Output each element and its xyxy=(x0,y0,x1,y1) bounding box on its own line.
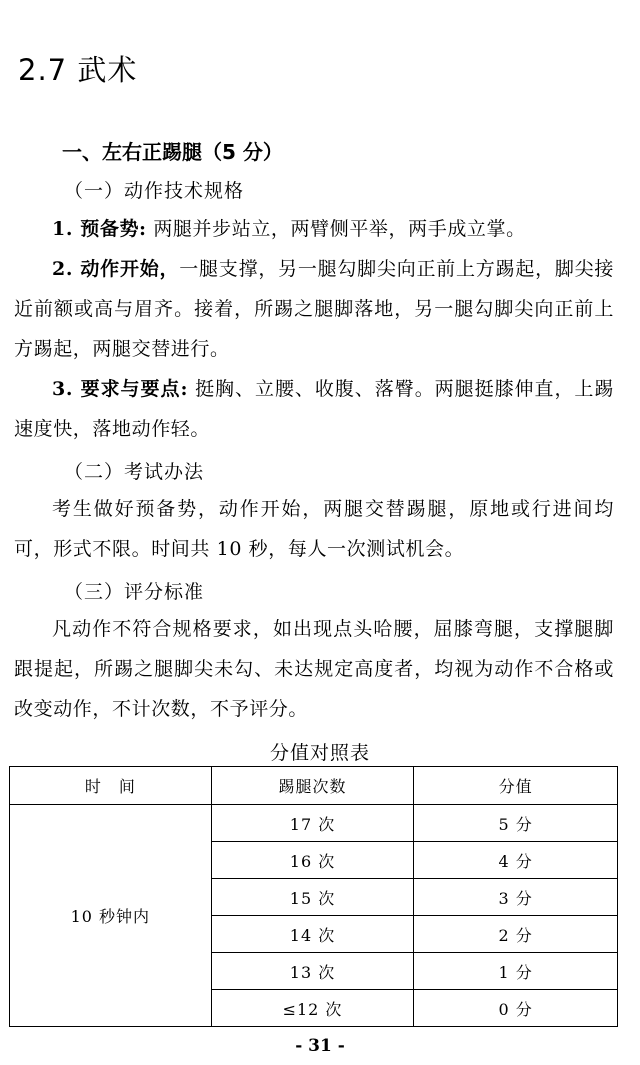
score-cell: 2 分 xyxy=(414,916,618,953)
count-cell: 16 次 xyxy=(211,842,414,879)
score-cell: 3 分 xyxy=(414,879,618,916)
count-cell: 14 次 xyxy=(211,916,414,953)
item1-text: 两腿并步站立，两臂侧平举，两手成立掌。 xyxy=(153,218,526,240)
score-cell: 0 分 xyxy=(414,990,618,1027)
item3-label: 3. 要求与要点: xyxy=(52,378,189,400)
count-cell: 15 次 xyxy=(211,879,414,916)
table-caption: 分值对照表 xyxy=(269,742,370,764)
page-title: 2.7 武术 xyxy=(18,53,138,87)
subheading-method: （二）考试办法 xyxy=(64,461,205,483)
page-number: - 31 - xyxy=(295,1036,345,1056)
count-cell: 17 次 xyxy=(211,805,414,842)
count-cell: ≤12 次 xyxy=(211,990,414,1027)
item2-label: 2. 动作开始， xyxy=(52,258,180,280)
table-row xyxy=(10,805,618,842)
paragraph-item3 xyxy=(14,369,614,449)
paragraph-method: 考生做好预备势，动作开始，两腿交替踢腿，原地或行进间均可，形式不限。时间共 10 秒，每人一次测试机会。 xyxy=(14,498,614,560)
item3-text: 挺胸、立腰、收腹、落臀。两腿挺膝伸直，上踢速度快，落地动作轻。 xyxy=(14,378,614,440)
paragraph-item2 xyxy=(14,249,614,369)
header-score: 分值 xyxy=(414,767,618,805)
subheading-technique: （一）动作技术规格 xyxy=(64,180,245,202)
table-header-row xyxy=(10,767,618,805)
item1-label: 1. 预备势: xyxy=(52,218,147,240)
score-cell: 1 分 xyxy=(414,953,618,990)
subheading-scoring: （三）评分标准 xyxy=(64,581,205,603)
item2-text: 一腿支撑，另一腿勾脚尖向正前上方踢起，脚尖接近前额或高与眉齐。接着，所踢之腿脚落地，另一腿勾脚尖向正前上方踢起，两腿交替进行。 xyxy=(14,258,615,360)
section-heading: 一、左右正踢腿（5 分） xyxy=(62,140,283,164)
score-cell: 4 分 xyxy=(414,842,618,879)
score-cell: 5 分 xyxy=(414,805,618,842)
count-cell: 13 次 xyxy=(211,953,414,990)
paragraph-scoring: 凡动作不符合规格要求，如出现点头哈腰，屈膝弯腿，支撑腿脚跟提起，所踢之腿脚尖未勾、未达规定高度者，均视为动作不合格或改变动作，不计次数，不予评分。 xyxy=(14,618,614,720)
header-count: 踢腿次数 xyxy=(211,767,414,805)
time-cell: 10 秒钟内 xyxy=(10,805,212,1027)
paragraph-item1 xyxy=(14,209,614,249)
score-table xyxy=(9,766,618,1027)
header-time: 时 间 xyxy=(10,767,212,805)
